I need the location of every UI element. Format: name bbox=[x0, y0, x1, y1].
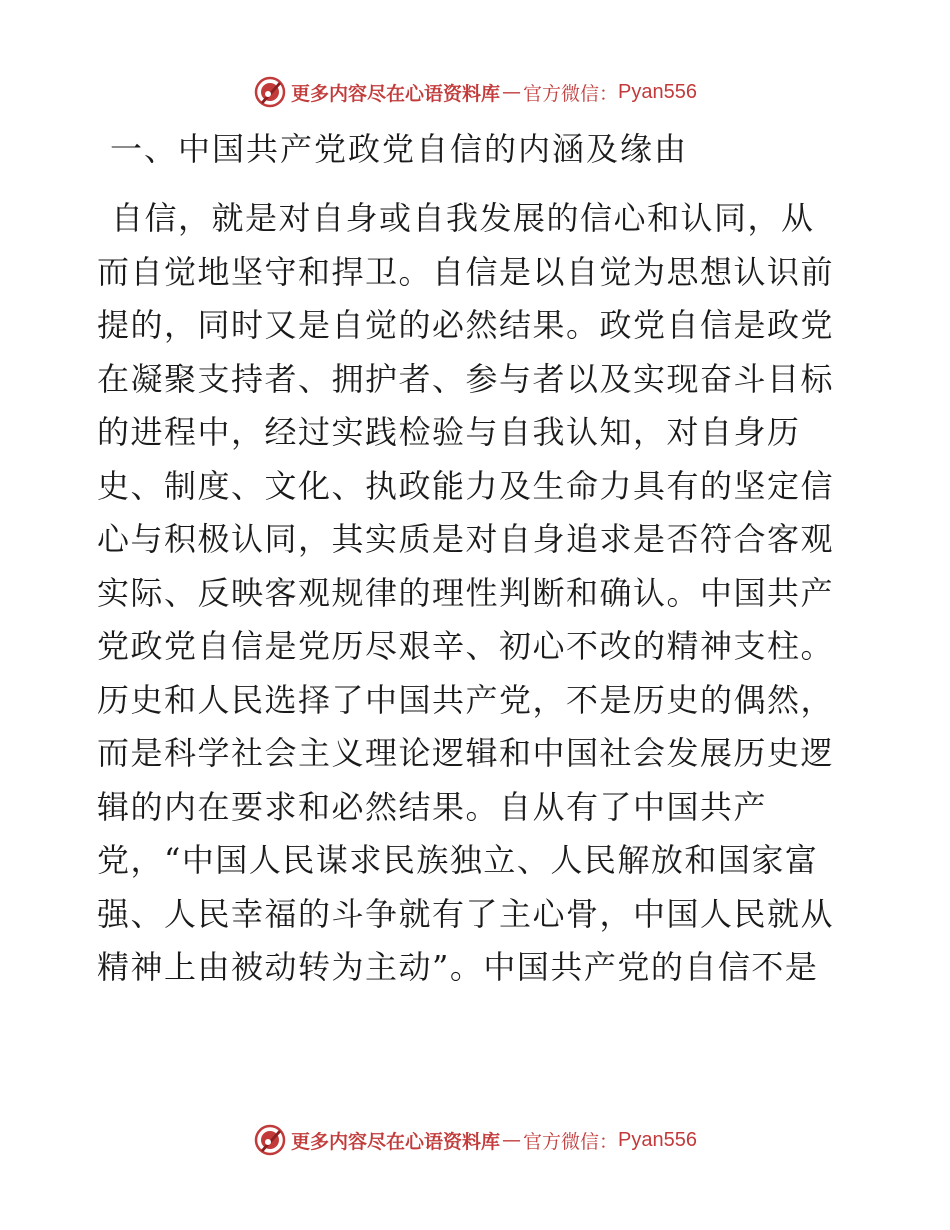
body-paragraph bbox=[97, 192, 857, 995]
section-heading: 一、中国共产党政党自信的内涵及缘由 bbox=[110, 130, 689, 168]
footer-banner bbox=[0, 1120, 950, 1160]
banner-dash: — bbox=[502, 1129, 522, 1151]
header-banner bbox=[0, 72, 950, 112]
banner-brand: 更多内容尽在心语资料库 bbox=[291, 1130, 501, 1153]
text-line: 精神上由被动转为主动”。中国共产党的自信不是 bbox=[97, 948, 819, 986]
text-line: 提的，同时又是自觉的必然结果。政党自信是政党 bbox=[97, 306, 835, 344]
banner-wechat-label: 官方微信： bbox=[523, 82, 619, 105]
banner-wechat-label: 官方微信： bbox=[523, 1130, 619, 1153]
text-line: 实际、反映客观规律的理性判断和确认。中国共产 bbox=[97, 573, 835, 612]
text-line: 在凝聚支持者、拥护者、参与者以及实现奋斗目标 bbox=[97, 359, 835, 398]
text-line: 强、人民幸福的斗争就有了主心骨，中国人民就从 bbox=[97, 894, 835, 933]
banner-wechat-id: Pyan556 bbox=[618, 80, 697, 103]
text-line: 心与积极认同，其实质是对自身追求是否符合客观 bbox=[97, 520, 835, 558]
text-line: 史、制度、文化、执政能力及生命力具有的坚定信 bbox=[97, 466, 835, 505]
text-line: 党政党自信是党历尽艰辛、初心不改的精神支柱。 bbox=[97, 627, 835, 665]
quill-seal-icon bbox=[253, 75, 287, 109]
text-line: 的进程中，经过实践检验与自我认知，对自身历 bbox=[97, 413, 801, 451]
banner-brand: 更多内容尽在心语资料库 bbox=[291, 82, 501, 105]
quill-seal-icon bbox=[253, 1123, 287, 1157]
text-line: 自信，就是对自身或自我发展的信心和认同，从 bbox=[111, 199, 815, 237]
text-line: 历史和人民选择了中国共产党，不是历史的偶然， bbox=[97, 680, 835, 719]
text-line: 而自觉地坚守和捍卫。自信是以自觉为思想认识前 bbox=[97, 252, 835, 291]
text-line: 而是科学社会主义理论逻辑和中国社会发展历史逻 bbox=[97, 734, 835, 772]
text-line: 党，“中国人民谋求民族独立、人民解放和国家富 bbox=[97, 841, 819, 879]
text-line: 辑的内在要求和必然结果。自从有了中国共产 bbox=[97, 787, 768, 826]
banner-dash: — bbox=[502, 81, 522, 103]
banner-wechat-id: Pyan556 bbox=[618, 1128, 697, 1151]
